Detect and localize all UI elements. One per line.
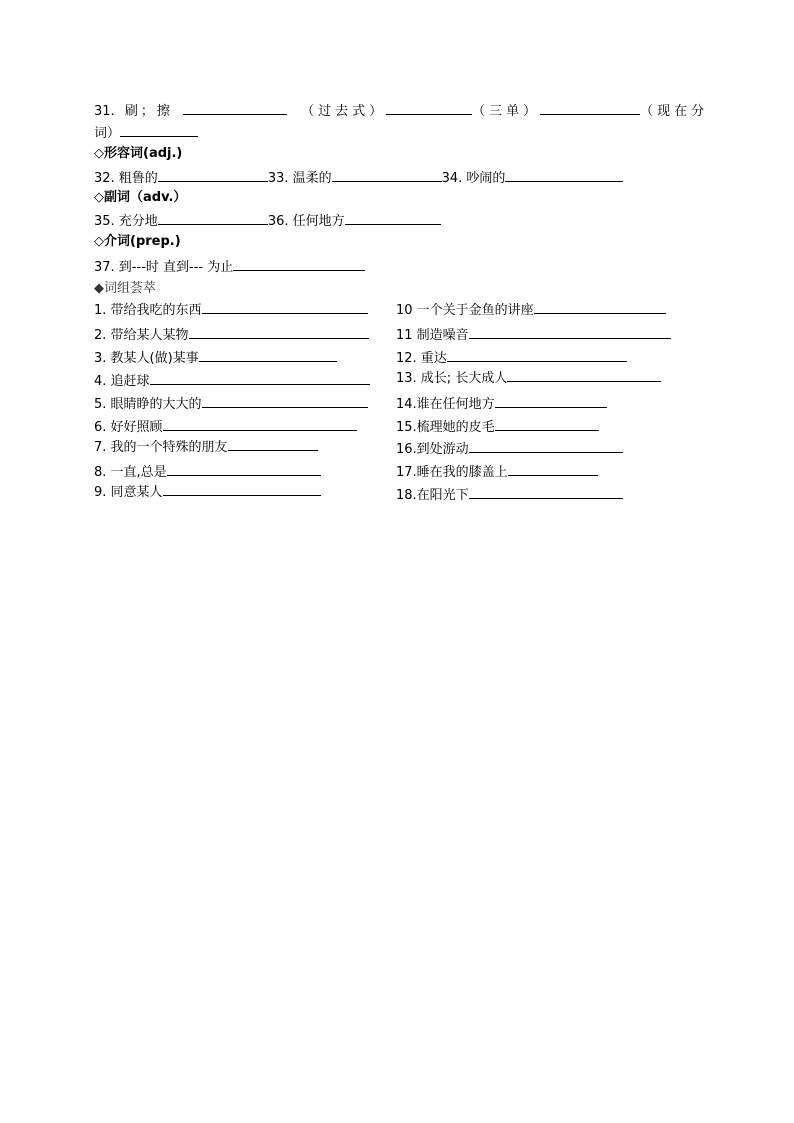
q31-blank-2[interactable]: [386, 101, 472, 115]
phrase-item-17: [396, 462, 598, 481]
phrase-item-3: [94, 348, 337, 367]
q33-blank[interactable]: [332, 168, 442, 182]
phrase-label-16: 16.到处游动: [396, 442, 469, 457]
q31-pp-label: （现在分: [640, 104, 709, 119]
phrase-label-10: 10 一个关于金鱼的讲座: [396, 303, 534, 318]
phrase-item-10: [396, 300, 666, 319]
phrase-item-11: [396, 325, 671, 344]
q37-label: 37. 到---时 直到--- 为止: [94, 260, 234, 275]
q31-blank-1[interactable]: [183, 101, 287, 115]
phrase-label-12: 12. 重达: [396, 351, 447, 366]
phrase-label-17: 17.睡在我的膝盖上: [396, 465, 508, 480]
phrase-blank-5[interactable]: [202, 394, 368, 408]
phrase-blank-17[interactable]: [508, 462, 598, 476]
phrase-item-14: [396, 394, 607, 413]
q31-number: 31.: [94, 104, 115, 119]
phrase-item-12: [396, 348, 627, 367]
q31-line-2: [94, 123, 198, 142]
phrase-blank-16[interactable]: [469, 439, 623, 453]
phrase-blank-4[interactable]: [150, 371, 370, 385]
phrase-item-9: [94, 482, 321, 501]
q36-blank[interactable]: [345, 211, 441, 225]
q31-blank-4[interactable]: [120, 123, 198, 137]
phrase-item-4: [94, 371, 370, 390]
phrase-item-1: [94, 300, 368, 319]
phrase-blank-1[interactable]: [202, 300, 368, 314]
phrases-section-header: ◆词组荟萃: [94, 281, 156, 296]
phrase-label-7: 7. 我的一个特殊的朋友: [94, 440, 228, 455]
q35-36-line: [94, 211, 441, 230]
phrase-label-1: 1. 带给我吃的东西: [94, 303, 202, 318]
phrase-label-11: 11 制造噪音: [396, 328, 469, 343]
phrase-label-13: 13. 成长; 长大成人: [396, 371, 508, 386]
phrase-blank-11[interactable]: [469, 325, 671, 339]
phrase-item-13: [396, 368, 661, 387]
q31-past-label: （过去式）: [301, 104, 387, 119]
phrase-label-4: 4. 追赶球: [94, 374, 150, 389]
phrase-item-8: [94, 462, 321, 481]
phrase-blank-10[interactable]: [534, 300, 666, 314]
phrase-item-2: [94, 325, 369, 344]
phrase-item-6: [94, 417, 357, 436]
q35-label: 35. 充分地: [94, 214, 158, 229]
phrase-label-14: 14.谁在任何地方: [396, 397, 495, 412]
phrase-blank-12[interactable]: [447, 348, 627, 362]
phrase-label-6: 6. 好好照顾: [94, 420, 163, 435]
q35-blank[interactable]: [158, 211, 268, 225]
phrase-blank-15[interactable]: [495, 417, 599, 431]
phrase-item-15: [396, 417, 599, 436]
q37-line: [94, 257, 365, 276]
q37-blank[interactable]: [233, 257, 365, 271]
q31-pp-label-end: 词）: [94, 126, 121, 141]
phrase-label-8: 8. 一直,总是: [94, 465, 167, 480]
phrase-blank-18[interactable]: [469, 485, 623, 499]
phrase-label-3: 3. 教某人(做)某事: [94, 351, 199, 366]
q33-label: 33. 温柔的: [267, 171, 332, 186]
phrase-item-16: [396, 439, 623, 458]
phrase-label-15: 15.梳理她的皮毛: [396, 420, 495, 435]
q32-blank[interactable]: [158, 168, 268, 182]
phrase-item-7: [94, 437, 318, 456]
phrase-blank-6[interactable]: [163, 417, 357, 431]
phrase-label-9: 9. 同意某人: [94, 485, 163, 500]
phrase-label-18: 18.在阳光下: [396, 488, 469, 503]
phrase-blank-2[interactable]: [189, 325, 369, 339]
phrase-label-5: 5. 眼睛睁的大大的: [94, 397, 202, 412]
phrase-blank-9[interactable]: [163, 482, 321, 496]
q31-blank-3[interactable]: [540, 101, 640, 115]
adj-section-header: ◇形容词(adj.): [94, 146, 183, 161]
phrase-blank-3[interactable]: [199, 348, 337, 362]
q34-blank[interactable]: [505, 168, 623, 182]
phrase-label-2: 2. 带给某人某物: [94, 328, 189, 343]
phrase-blank-7[interactable]: [228, 437, 318, 451]
q31-third-label: （三单）: [472, 104, 541, 119]
phrase-blank-8[interactable]: [167, 462, 321, 476]
phrase-item-5: [94, 394, 368, 413]
q31-line: [94, 101, 708, 120]
phrase-blank-14[interactable]: [495, 394, 607, 408]
q31-text: 刷；擦: [124, 104, 173, 119]
q36-label: 36. 任何地方: [267, 214, 345, 229]
adv-section-header: ◇副词（adv.）: [94, 190, 187, 205]
phrase-item-18: [396, 485, 623, 504]
q32-label: 32. 粗鲁的: [94, 171, 158, 186]
prep-section-header: ◇介词(prep.): [94, 234, 181, 249]
q34-label: 34. 吵闹的: [441, 171, 506, 186]
phrase-blank-13[interactable]: [507, 368, 661, 382]
q32-34-line: [94, 168, 623, 187]
